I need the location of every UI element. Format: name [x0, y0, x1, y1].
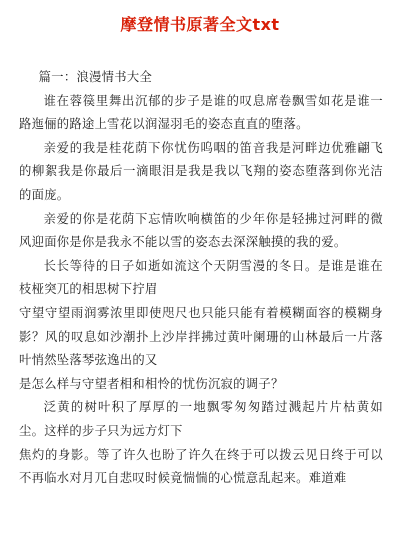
paragraph: 亲爱的我是桂花荫下你忧伤呜咽的笛音我是河畔边优雅翩飞的柳絮我是你最后一滴眼泪是我是我以飞翔的姿态堕落到你光洁的面庞。 [19, 140, 383, 202]
paragraph: 亲爱的你是花荫下忘情吹响横笛的少年你是轻拂过河畔的微风迎面你是你是我永不能以雪的姿态去深深触摸的我的爱。 [19, 211, 383, 250]
paragraph: 守望守望雨润雾浓里即使咫尺也只能只能有着模糊面容的模糊身影？风的叹息如沙潮扑上沙岸拌拂过黄叶阑珊的山林最后一片落叶悄然坠落琴弦逸出的又 [19, 305, 383, 368]
paragraph: 长长等待的日子如逝如流这个天阴雪漫的冬日。是谁是谁在枝桠突兀的相思树下拧眉 [19, 258, 383, 297]
document-body [19, 66, 383, 491]
section-heading: 篇一：浪漫情书大全 [38, 70, 153, 84]
paragraph: 泛黄的树叶积了厚厚的一地飘零匆匆踏过溅起片片枯黄如尘。这样的步子只为远方灯下 [19, 400, 383, 438]
paragraph: 是怎么样与守望者相和相怜的忧伤沉寂的调子？ [19, 376, 284, 391]
paragraph: 谁在蓉篌里舞出沉郁的步子是谁的叹息席卷飘雪如花是谁一路迤俪的路途上雪花以润湿羽毛的姿态直直的堕落。 [19, 93, 383, 132]
paragraph: 焦灼的身影。等了许久也盼了许久在终于可以拨云见日终于可以不再临水对月兀自悲叹时候竟惴惴的心慌意乱起来。难道难 [19, 447, 383, 486]
document-title: 摩登情书原著全文txt [120, 15, 280, 34]
